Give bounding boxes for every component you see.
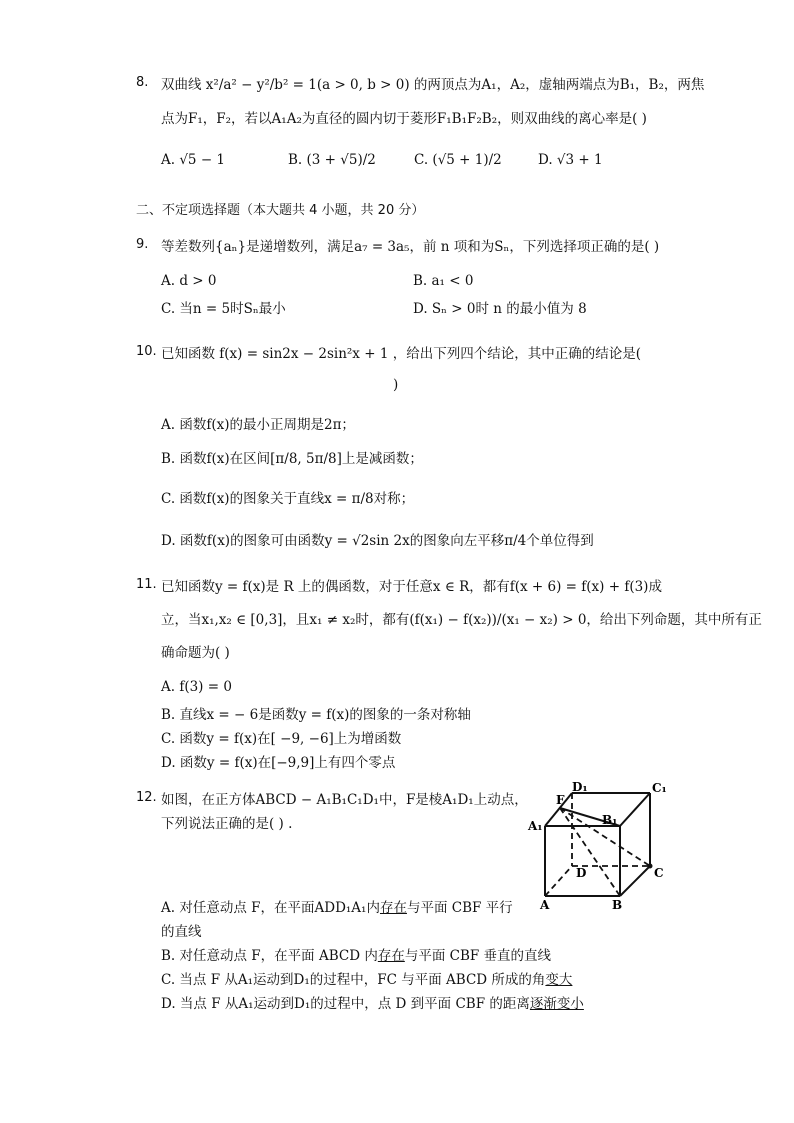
option-text: A. 对任意动点 F，在平面ADD₁A₁内 [161,900,380,916]
option-text: B. 对任意动点 F，在平面 ABCD 内 [161,948,378,964]
option-text: C. 当点 F 从A₁运动到D₁的过程中，FC 与平面 ABCD 所成的角 [161,972,546,988]
label-f: F [556,793,565,807]
option-d: D. √3 + 1 [538,152,603,168]
label-c: C [654,866,664,880]
question-text: 下列说法正确的是( ) . [161,816,293,832]
option-b: B. 函数f(x)在区间[π/8, 5π/8]上是减函数； [161,451,423,467]
underlined-text: 存在 [377,948,405,964]
option-text: D. 当点 F 从A₁运动到D₁的过程中，点 D 到平面 CBF 的距离 [161,996,530,1012]
option-d: D. 函数y = f(x)在[−9,9]上有四个零点 [161,755,396,771]
option-text: 与平面 CBF 平行 [406,900,513,916]
question-text: 如图，在正方体ABCD − A₁B₁C₁D₁中，F是棱A₁D₁上动点， [161,792,528,808]
label-a: A [540,898,550,910]
question-text: 已知函数 f(x) = sin2x − 2sin²x + 1 ，给出下列四个结论，其中正确的结论是( [161,346,641,362]
option-c: C. 函数y = f(x)在[ −9, −6]上为增函数 [161,731,402,747]
vertex-c-dot [648,864,653,869]
edge-b1c1 [620,793,650,826]
option-c [161,968,572,988]
option-a: A. d > 0 [161,273,217,289]
option-a [161,896,513,916]
question-text: 等差数列{aₙ}是递增数列，满足a₇ = 3a₅，前 n 项和为Sₙ，下列选择项正确的是( ) [161,239,660,255]
label-a1: A₁ [528,819,543,833]
question-text: ) [393,377,399,393]
question-text: 双曲线 x²/a² − y²/b² = 1(a > 0, b > 0) 的两顶点为A₁，A₂，虚轴两端点为B₁，B₂，两焦 [161,77,705,93]
underlined-text: 逐渐变小 [529,996,584,1012]
hidden-edge-ad [545,866,572,896]
option-b [161,944,551,964]
option-c: C. 当n = 5时Sₙ最小 [161,301,286,317]
option-c: C. (√5 + 1)/2 [414,152,502,168]
option-a: A. √5 − 1 [161,152,226,168]
option-d: D. Sₙ > 0时 n 的最小值为 8 [413,301,587,317]
label-b: B [612,898,623,910]
label-d: D [576,866,587,880]
option-d [161,992,584,1012]
question-number: 9. [136,237,149,252]
underlined-text: 变大 [545,972,573,988]
option-a-continued: 的直线 [161,924,202,940]
section-heading: 二、不定项选择题（本大题共 4 小题，共 20 分） [136,203,425,218]
cube-figure [520,780,670,910]
option-c: C. 函数f(x)的图象关于直线x = π/8对称； [161,491,415,507]
label-d1: D₁ [572,780,588,794]
option-b: B. a₁ < 0 [413,273,474,289]
question-text: 点为F₁，F₂，若以A₁A₂为直径的圆内切于菱形F₁B₁F₂B₂，则双曲线的离心率是( ) [161,111,647,127]
underlined-text: 存在 [379,900,407,916]
question-number: 10. [136,344,157,359]
question-text: 已知函数y = f(x)是 R 上的偶函数，对于任意x ∈ R，都有f(x + 6) = f(x) + f(3)成 [161,579,662,595]
question-text: 确命题为( ) [161,645,230,661]
option-a: A. 函数f(x)的最小正周期是2π； [161,417,355,433]
option-b: B. (3 + √5)/2 [288,152,376,168]
label-c1: C₁ [652,781,667,795]
option-a: A. f(3) = 0 [161,679,232,695]
question-number: 11. [136,577,157,592]
question-number: 8. [136,75,149,90]
option-d: D. 函数f(x)的图象可由函数y = √2sin 2x的图象向左平移π/4个单位得到 [161,533,594,549]
question-text: 立，当x₁,x₂ ∈ [0,3]，且x₁ ≠ x₂时，都有(f(x₁) − f(x₂))/(x₁ − x₂) > 0，给出下列命题，其中所有正 [161,612,762,628]
label-b1: B₁ [602,813,618,827]
option-b: B. 直线x = − 6是函数y = f(x)的图象的一条对称轴 [161,707,471,723]
question-number: 12. [136,790,157,805]
option-text: 与平面 CBF 垂直的直线 [404,948,552,964]
edge-bc [620,866,650,896]
